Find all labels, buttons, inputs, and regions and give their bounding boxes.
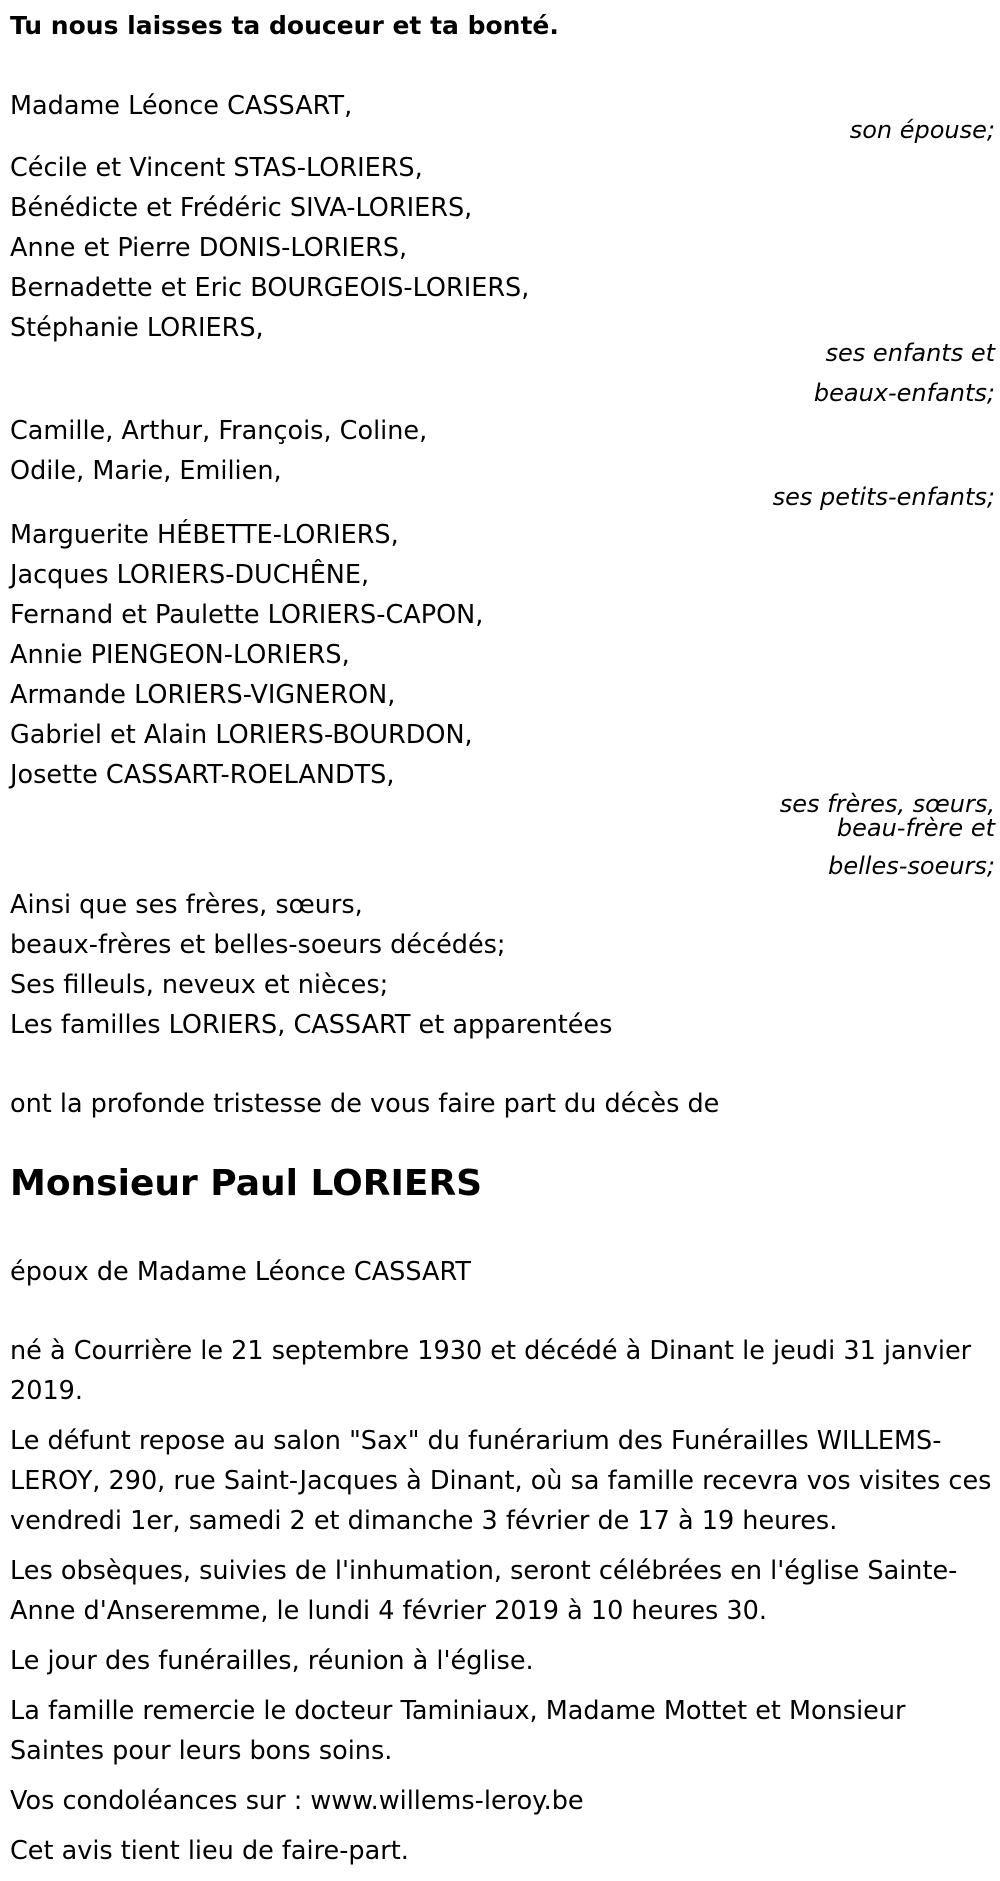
grandchildren-name: Odile, Marie, Emilien, [10,456,282,486]
others-line: Les familles LORIERS, CASSART et apparentées [10,1010,613,1040]
child-name: Stéphanie LORIERS, [10,313,264,343]
sibling-name: Fernand et Paulette LORIERS-CAPON, [10,600,484,630]
announcement-text: ont la profonde tristesse de vous faire part du décès de [10,1089,720,1119]
sibling-name: Jacques LORIERS-DUCHÊNE, [10,560,370,590]
grandchildren-role: ses petits-enfants; [772,483,995,511]
child-name: Bénédicte et Frédéric SIVA-LORIERS, [10,193,473,223]
funeral-paragraph: Les obsèques, suivies de l'inhumation, seront célébrées en l'église Sainte-Anne d'Anseremme, le lundi 4 février 2019 à 10 heures 30. [10,1556,958,1626]
children-role-line: ses enfants et [825,339,995,367]
deceased-name: Monsieur Paul LORIERS [10,1163,483,1204]
sibling-name: Marguerite HÉBETTE-LORIERS, [10,520,399,550]
notice-paragraph: Cet avis tient lieu de faire-part. [10,1836,409,1866]
siblings-role-line: ses frères, sœurs, [779,790,995,818]
sibling-name: Annie PIENGEON-LORIERS, [10,640,350,670]
others-line: Ses filleuls, neveux et nièces; [10,970,389,1000]
children-role-line: beaux-enfants; [813,379,995,407]
gathering-paragraph: Le jour des funérailles, réunion à l'église. [10,1646,534,1676]
grandchildren-name: Camille, Arthur, François, Coline, [10,416,428,446]
sibling-name: Gabriel et Alain LORIERS-BOURDON, [10,720,473,750]
birth-death-paragraph: né à Courrière le 21 septembre 1930 et décédé à Dinant le jeudi 31 janvier 2019. [10,1336,972,1406]
obituary-notice [10,0,995,1881]
sibling-name: Josette CASSART-ROELANDTS, [10,760,395,790]
child-name: Bernadette et Eric BOURGEOIS-LORIERS, [10,273,530,303]
sibling-name: Armande LORIERS-VIGNERON, [10,680,396,710]
others-line: Ainsi que ses frères, sœurs, [10,890,363,920]
siblings-role-line: belles-soeurs; [828,852,995,880]
condolences-paragraph: Vos condoléances sur : www.willems-leroy.be [10,1786,584,1816]
visitation-paragraph: Le défunt repose au salon "Sax" du funérarium des Funérailles WILLEMS-LEROY, 290, rue Saint-Jacques à Dinant, où sa famille recevra vos visites ces vendredi 1er, samedi 2 et dimanche 3 février de 17 à 19 heures. [10,1426,992,1536]
thanks-paragraph: La famille remercie le docteur Taminiaux, Madame Mottet et Monsieur Saintes pour leurs bons soins. [10,1696,906,1766]
siblings-role-line: beau-frère et [836,814,995,842]
spouse-relation-line: époux de Madame Léonce CASSART [10,1257,471,1287]
spouse-role: son épouse; [849,116,995,144]
motto-heading: Tu nous laisses ta douceur et ta bonté. [10,11,559,40]
child-name: Anne et Pierre DONIS-LORIERS, [10,233,408,263]
others-line: beaux-frères et belles-soeurs décédés; [10,930,506,960]
spouse-name: Madame Léonce CASSART, [10,91,353,121]
child-name: Cécile et Vincent STAS-LORIERS, [10,153,423,183]
